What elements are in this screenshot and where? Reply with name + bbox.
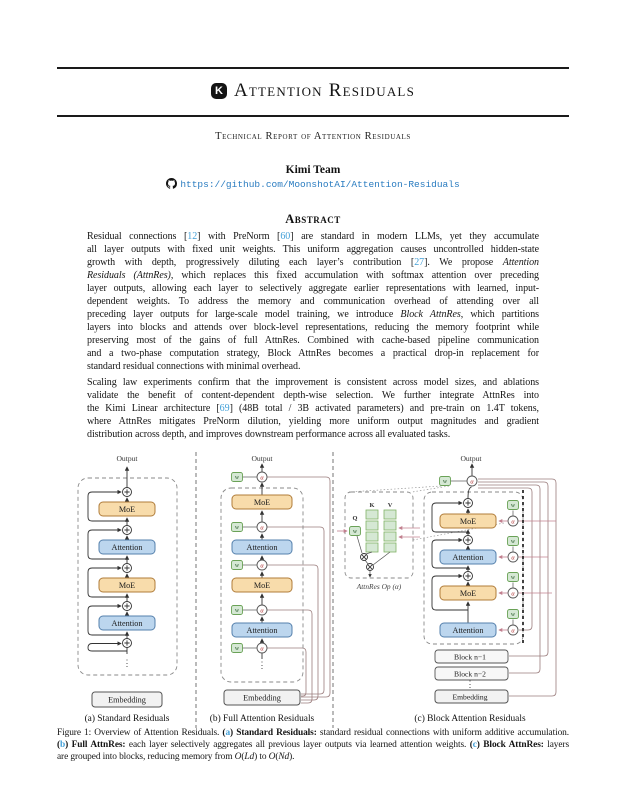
alpha-node	[257, 560, 267, 570]
svg-text:Attention: Attention	[452, 626, 484, 635]
paper-subtitle: Technical Report of Attention Residuals	[215, 131, 411, 142]
alpha-node	[257, 605, 267, 615]
figure-1	[0, 443, 626, 728]
add-node	[123, 602, 132, 611]
weight-node	[508, 501, 519, 510]
svg-text:Attention: Attention	[111, 543, 143, 552]
weight-node	[508, 573, 519, 582]
add-node	[464, 536, 473, 545]
svg-text:K: K	[369, 502, 375, 509]
abstract-paragraph-2: Scaling law experiments confirm that the improvement is consistent across model sizes, and ablations validate the benefit of content-dependent depth-wise selection. We further integrate AttnRes into the Kimi Linear architecture [69] (48B total / 3B activated parameters) and pre-train on 1.4T tokens, where AttnRes mitigates PreNorm dilution, yielding more uniform output magnitudes and gradient distribution across depth, and improves downstream performance across all evaluated tasks.	[87, 377, 539, 440]
alpha-node	[257, 522, 267, 532]
svg-text:MoE: MoE	[118, 581, 136, 590]
alpha-node	[508, 625, 518, 635]
svg-text:Embedding: Embedding	[452, 692, 488, 702]
attnres-op-inset	[337, 486, 504, 591]
svg-text:V: V	[387, 502, 393, 509]
alpha-node	[467, 476, 477, 486]
weight-node	[232, 561, 243, 570]
svg-text:Attention: Attention	[246, 543, 278, 552]
alpha-node	[508, 516, 518, 526]
alpha-node	[257, 643, 267, 653]
svg-text:Attention: Attention	[111, 619, 143, 628]
alpha-node	[508, 552, 518, 562]
panel-standard-residuals	[78, 454, 177, 724]
svg-text:MoE: MoE	[459, 589, 477, 598]
svg-text:Block n−1: Block n−1	[454, 652, 486, 662]
add-node	[123, 564, 132, 573]
weight-node	[508, 537, 519, 546]
attnres-op-label: AttnRes Op (α)	[356, 582, 402, 591]
panel-block-attention-residuals	[337, 454, 556, 724]
weight-node	[232, 523, 243, 532]
ellipsis: ⋮	[122, 658, 132, 668]
svg-text:Attention: Attention	[246, 626, 278, 635]
add-node	[464, 572, 473, 581]
weight-node	[440, 477, 451, 486]
alpha-node	[508, 588, 518, 598]
svg-text:Attention: Attention	[452, 553, 484, 562]
output-label: Output	[460, 454, 482, 463]
matmul-node	[367, 564, 374, 571]
svg-text:Embedding: Embedding	[243, 693, 281, 703]
panel-b-caption: (b) Full Attention Residuals	[209, 714, 315, 724]
output-label: Output	[251, 454, 273, 463]
svg-text:Block n−2: Block n−2	[454, 669, 486, 679]
add-node	[123, 488, 132, 497]
abstract-heading: Abstract	[285, 212, 341, 226]
weight-node	[508, 610, 519, 619]
author-name: Kimi Team	[285, 164, 341, 176]
panel-full-attention-residuals	[210, 454, 330, 724]
svg-text:MoE: MoE	[459, 517, 477, 526]
repo-link-row	[0, 178, 626, 190]
weight-node	[232, 473, 243, 482]
github-icon	[166, 178, 177, 189]
title-text: Attention Residuals	[233, 80, 416, 101]
alpha-node	[257, 472, 267, 482]
value-cells	[384, 510, 396, 552]
add-node	[123, 639, 132, 648]
ellipsis: ⋮	[465, 679, 475, 689]
matmul-node	[361, 554, 368, 561]
svg-text:Q: Q	[352, 515, 358, 522]
title-rule	[57, 115, 569, 117]
weight-node	[232, 644, 243, 653]
output-label: Output	[116, 454, 138, 463]
ellipsis: ⋮	[257, 660, 267, 670]
svg-text:Embedding: Embedding	[108, 695, 146, 705]
repo-link[interactable]: https://github.com/MoonshotAI/Attention-Residuals	[180, 179, 460, 190]
svg-text:MoE: MoE	[253, 498, 271, 507]
key-cells	[366, 510, 378, 552]
svg-text:MoE: MoE	[253, 581, 271, 590]
kimi-logo-icon: K	[211, 83, 227, 99]
weight-node	[232, 606, 243, 615]
weight-node	[350, 527, 361, 536]
panel-c-caption: (c) Block Attention Residuals	[414, 714, 526, 724]
top-rule	[57, 67, 569, 69]
svg-text:MoE: MoE	[118, 505, 136, 514]
abstract-paragraph-1: Residual connections [12] with PreNorm [60] are standard in modern LLMs, yet they accumulate all layer outputs with fixed unit weights. This uniform aggregation causes uncontrolled hidden-state growth with depth, progressively diluting each layer’s contribution [27]. We propose Attention Residuals (AttnRes), which replaces this fixed accumulation with softmax attention over preceding layer outputs, allowing each layer to selectively aggregate earlier representations with learned, input- dependent weights. To address the memory and communication overhead of attending over all preceding layer outputs for large-scale model training, we introduce Block AttnRes, which partitions layers into blocks and attends over block-level representations, reducing the memory footprint while preserving most of the gains of full AttnRes. Combined with cache-based pipeline communication and a two-phase computation strategy, Block AttnRes becomes a practical drop-in replacement for standard residual connections with minimal overhead.	[87, 231, 540, 372]
add-node	[123, 526, 132, 535]
paper-title	[0, 80, 626, 102]
add-node	[464, 499, 473, 508]
figure-caption: Figure 1: Overview of Attention Residuals. (a) Standard Residuals: standard residual connections with uniform additive accumulation. (b) Full AttnRes: each layer selectively aggregates all previous layer outputs via learned attention weights. (c) Block AttnRes: layers are grouped into blocks, reducing memory from O(Ld) to O(Nd).	[57, 728, 570, 763]
panel-a-caption: (a) Standard Residuals	[84, 714, 170, 724]
